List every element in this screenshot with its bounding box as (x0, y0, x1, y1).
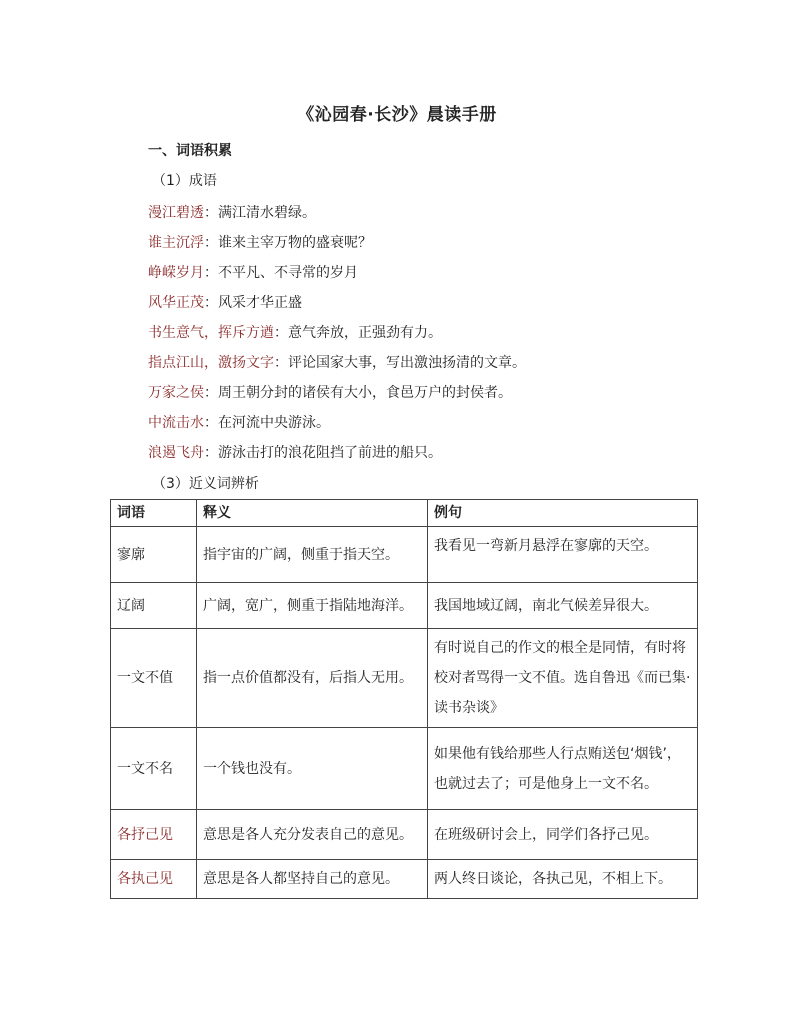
idiom-definition: ：不平凡、不寻常的岁月 (204, 265, 358, 281)
table-row (111, 629, 698, 728)
idiom-item (148, 258, 526, 288)
table-row (111, 583, 698, 629)
table-row (111, 810, 698, 860)
cell-example: 两人终日谈论，各执己见，不相上下。 (428, 860, 698, 899)
cell-word: 各执己见 (111, 860, 197, 899)
cell-meaning: 指宇宙的广阔，侧重于指天空。 (197, 527, 428, 583)
page-title: 《沁园春·长沙》晨读手册 (297, 105, 497, 125)
idiom-item (148, 378, 526, 408)
idiom-definition: ：周王朝分封的诸侯有大小，食邑万户的封侯者。 (204, 385, 512, 401)
cell-meaning: 意思是各人充分发表自己的意见。 (197, 810, 428, 860)
cell-example: 我看见一弯新月悬浮在寥廓的天空。 (428, 527, 698, 583)
idiom-definition: ：在河流中央游泳。 (204, 415, 330, 431)
idiom-term: 书生意气，挥斥方遒 (148, 325, 274, 341)
idiom-item (148, 348, 526, 378)
idiom-item (148, 198, 526, 228)
column-header-example: 例句 (428, 500, 698, 527)
table-row (111, 860, 698, 899)
column-header-meaning: 释义 (197, 500, 428, 527)
cell-meaning: 意思是各人都坚持自己的意见。 (197, 860, 428, 899)
idiom-term: 指点江山，激扬文字 (148, 355, 274, 371)
section-heading-vocabulary: 一、词语积累 (148, 143, 232, 159)
table-row (111, 527, 698, 583)
idiom-term: 风华正茂 (148, 295, 204, 311)
cell-word: 寥廓 (111, 527, 197, 583)
table-row (111, 728, 698, 810)
idiom-definition: ：满江清水碧绿。 (204, 205, 316, 221)
idiom-term: 峥嵘岁月 (148, 265, 204, 281)
idiom-term: 中流击水 (148, 415, 204, 431)
cell-word: 各抒己见 (111, 810, 197, 860)
idiom-item (148, 318, 526, 348)
sub-heading-synonyms: （3）近义词辨析 (152, 476, 259, 492)
idiom-item (148, 438, 526, 468)
table-header-row (111, 500, 698, 527)
cell-example: 我国地域辽阔，南北气候差异很大。 (428, 583, 698, 629)
idiom-list (148, 198, 526, 468)
cell-meaning: 广阔，宽广，侧重于指陆地海洋。 (197, 583, 428, 629)
sub-heading-idioms: （1）成语 (152, 173, 217, 189)
idiom-definition: ：谁来主宰万物的盛衰呢？ (204, 235, 372, 251)
idiom-term: 谁主沉浮 (148, 235, 204, 251)
idiom-term: 浪遏飞舟 (148, 445, 204, 461)
idiom-item (148, 288, 526, 318)
cell-word: 辽阔 (111, 583, 197, 629)
cell-example: 有时说自己的作文的根全是同情，有时将校对者骂得一文不值。选自鲁迅《而已集·读书杂谈》 (428, 629, 698, 728)
idiom-item (148, 228, 526, 258)
synonym-table (110, 499, 698, 899)
idiom-definition: ：风采才华正盛 (204, 295, 302, 311)
cell-word: 一文不名 (111, 728, 197, 810)
idiom-item (148, 408, 526, 438)
idiom-definition: ：游泳击打的浪花阻挡了前进的船只。 (204, 445, 442, 461)
idiom-definition: ：意气奔放，正强劲有力。 (274, 325, 442, 341)
cell-word: 一文不值 (111, 629, 197, 728)
cell-meaning: 指一点价值都没有，后指人无用。 (197, 629, 428, 728)
cell-example: 如果他有钱给那些人行点贿送包‘烟钱’，也就过去了；可是他身上一文不名。 (428, 728, 698, 810)
column-header-word: 词语 (111, 500, 197, 527)
idiom-term: 漫江碧透 (148, 205, 204, 221)
idiom-definition: ：评论国家大事，写出激浊扬清的文章。 (274, 355, 526, 371)
idiom-term: 万家之侯 (148, 385, 204, 401)
cell-example: 在班级研讨会上，同学们各抒己见。 (428, 810, 698, 860)
cell-meaning: 一个钱也没有。 (197, 728, 428, 810)
